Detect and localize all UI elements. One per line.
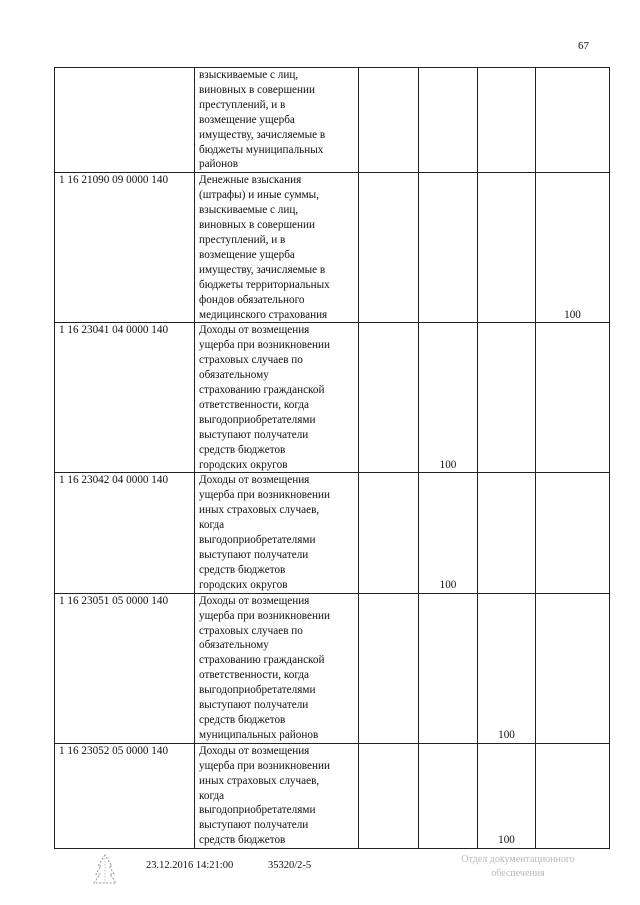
income-name-line: Денежные взыскания [199, 174, 302, 187]
income-name-line: преступлений, и в [199, 98, 286, 111]
income-name-line: выгодоприобретателями [199, 804, 316, 817]
normative-cell-1 [359, 173, 419, 323]
income-name-line: городских округов [199, 458, 288, 471]
income-name-line: иных страховых случаев, [199, 774, 320, 787]
normative-cell-1 [359, 593, 419, 743]
income-name-cell [195, 473, 359, 593]
normative-cell-4 [536, 323, 610, 473]
income-name-line: средств бюджетов [199, 834, 286, 847]
income-name-line: когда [199, 789, 225, 802]
budget-code-cell: 1 16 23041 04 0000 140 [55, 323, 195, 473]
income-name-line: муниципальных районов [199, 728, 319, 741]
normative-cell-3 [478, 173, 536, 323]
income-name-line: городских округов [199, 578, 288, 591]
income-name-line: страхованию гражданской [199, 384, 325, 397]
normative-cell-3 [478, 473, 536, 593]
footer-doc-number: 35320/2-5 [268, 860, 312, 871]
income-name-line: взыскиваемые с лиц, [199, 204, 299, 217]
stamp-line: обеспечения [491, 868, 545, 879]
normative-cell-4 [536, 593, 610, 743]
income-name-line: средств бюджетов [199, 713, 286, 726]
income-name-line: (штрафы) и иные суммы, [199, 189, 319, 202]
coat-of-arms-icon [88, 852, 122, 886]
normative-cell-2: 100 [419, 323, 478, 473]
income-name-line: Доходы от возмещения [199, 324, 310, 337]
income-name-line: выступают получатели [199, 819, 309, 832]
normative-cell-2 [419, 743, 478, 848]
normative-cell-1 [359, 473, 419, 593]
normative-cell-4 [536, 473, 610, 593]
normative-cell-2 [419, 173, 478, 323]
income-name-cell [195, 68, 359, 173]
budget-code-cell: 1 16 23042 04 0000 140 [55, 473, 195, 593]
table-row [55, 743, 610, 848]
income-name-line: ущерба при возникновении [199, 609, 330, 622]
income-name-line: Доходы от возмещения [199, 744, 310, 757]
stamp-line: Отдел документационного [461, 854, 575, 865]
income-name-cell [195, 323, 359, 473]
income-name-line: страховых случаев по [199, 354, 303, 367]
budget-code-cell: 1 16 21090 09 0000 140 [55, 173, 195, 323]
footer-datetime: 23.12.2016 14:21:00 [146, 860, 234, 871]
income-name-line: выгодоприобретателями [199, 534, 316, 547]
income-name-line: возмещение ущерба [199, 248, 295, 261]
table-row [55, 473, 610, 593]
income-name-line: страховых случаев по [199, 624, 303, 637]
income-name-line: выгодоприобретателями [199, 684, 316, 697]
page-number: 67 [578, 40, 589, 52]
normative-cell-4 [536, 68, 610, 173]
budget-code-cell: 1 16 23051 05 0000 140 [55, 593, 195, 743]
income-name-line: ущерба при возникновении [199, 339, 330, 352]
table-row [55, 68, 610, 173]
normative-cell-3: 100 [478, 593, 536, 743]
normative-cell-1 [359, 68, 419, 173]
income-name-line: средств бюджетов [199, 563, 286, 576]
table-row [55, 173, 610, 323]
income-name-line: медицинского страхования [199, 308, 328, 321]
income-name-cell [195, 173, 359, 323]
income-name-line: выступают получатели [199, 549, 309, 561]
income-name-line: ущерба при возникновении [199, 759, 330, 772]
registration-stamp [438, 853, 598, 881]
income-name-line: ущерба при возникновении [199, 489, 330, 502]
normative-cell-3 [478, 323, 536, 473]
income-name-line: районов [199, 158, 239, 171]
income-name-line: выступают получатели [199, 699, 309, 712]
income-name-line: страхованию гражданской [199, 654, 325, 667]
income-name-line: бюджеты муниципальных [199, 143, 324, 156]
normative-cell-2 [419, 68, 478, 173]
income-codes-table [54, 67, 610, 849]
normative-cell-4 [536, 743, 610, 848]
budget-code-cell [55, 68, 195, 173]
income-name-line: виновных в совершении [199, 219, 315, 232]
table-row [55, 593, 610, 743]
income-name-line: фондов обязательного [199, 293, 305, 306]
income-name-line: средств бюджетов [199, 443, 286, 456]
income-name-line: возмещение ущерба [199, 113, 295, 126]
table-row [55, 323, 610, 473]
income-name-cell [195, 743, 359, 848]
normative-cell-4: 100 [536, 173, 610, 323]
normative-cell-1 [359, 743, 419, 848]
income-name-line: обязательному [199, 369, 269, 382]
normative-cell-1 [359, 323, 419, 473]
income-name-line: когда [199, 519, 225, 532]
income-name-line: взыскиваемые с лиц, [199, 69, 299, 81]
income-name-line: выступают получатели [199, 428, 309, 441]
normative-cell-3: 100 [478, 743, 536, 848]
income-name-line: Доходы от возмещения [199, 474, 310, 487]
income-name-line: Доходы от возмещения [199, 594, 310, 607]
income-name-line: имуществу, зачисляемые в [199, 263, 326, 276]
income-name-line: обязательному [199, 639, 269, 652]
normative-cell-2: 100 [419, 473, 478, 593]
income-name-cell [195, 593, 359, 743]
normative-cell-2 [419, 593, 478, 743]
normative-cell-3 [478, 68, 536, 173]
income-name-line: ответственности, когда [199, 398, 310, 411]
income-name-line: бюджеты территориальных [199, 278, 330, 291]
income-name-line: ответственности, когда [199, 669, 310, 682]
income-name-line: виновных в совершении [199, 83, 315, 96]
budget-code-cell: 1 16 23052 05 0000 140 [55, 743, 195, 848]
income-name-line: преступлений, и в [199, 233, 286, 246]
income-name-line: иных страховых случаев, [199, 504, 320, 517]
income-name-line: имуществу, зачисляемые в [199, 128, 326, 141]
income-name-line: выгодоприобретателями [199, 413, 316, 426]
